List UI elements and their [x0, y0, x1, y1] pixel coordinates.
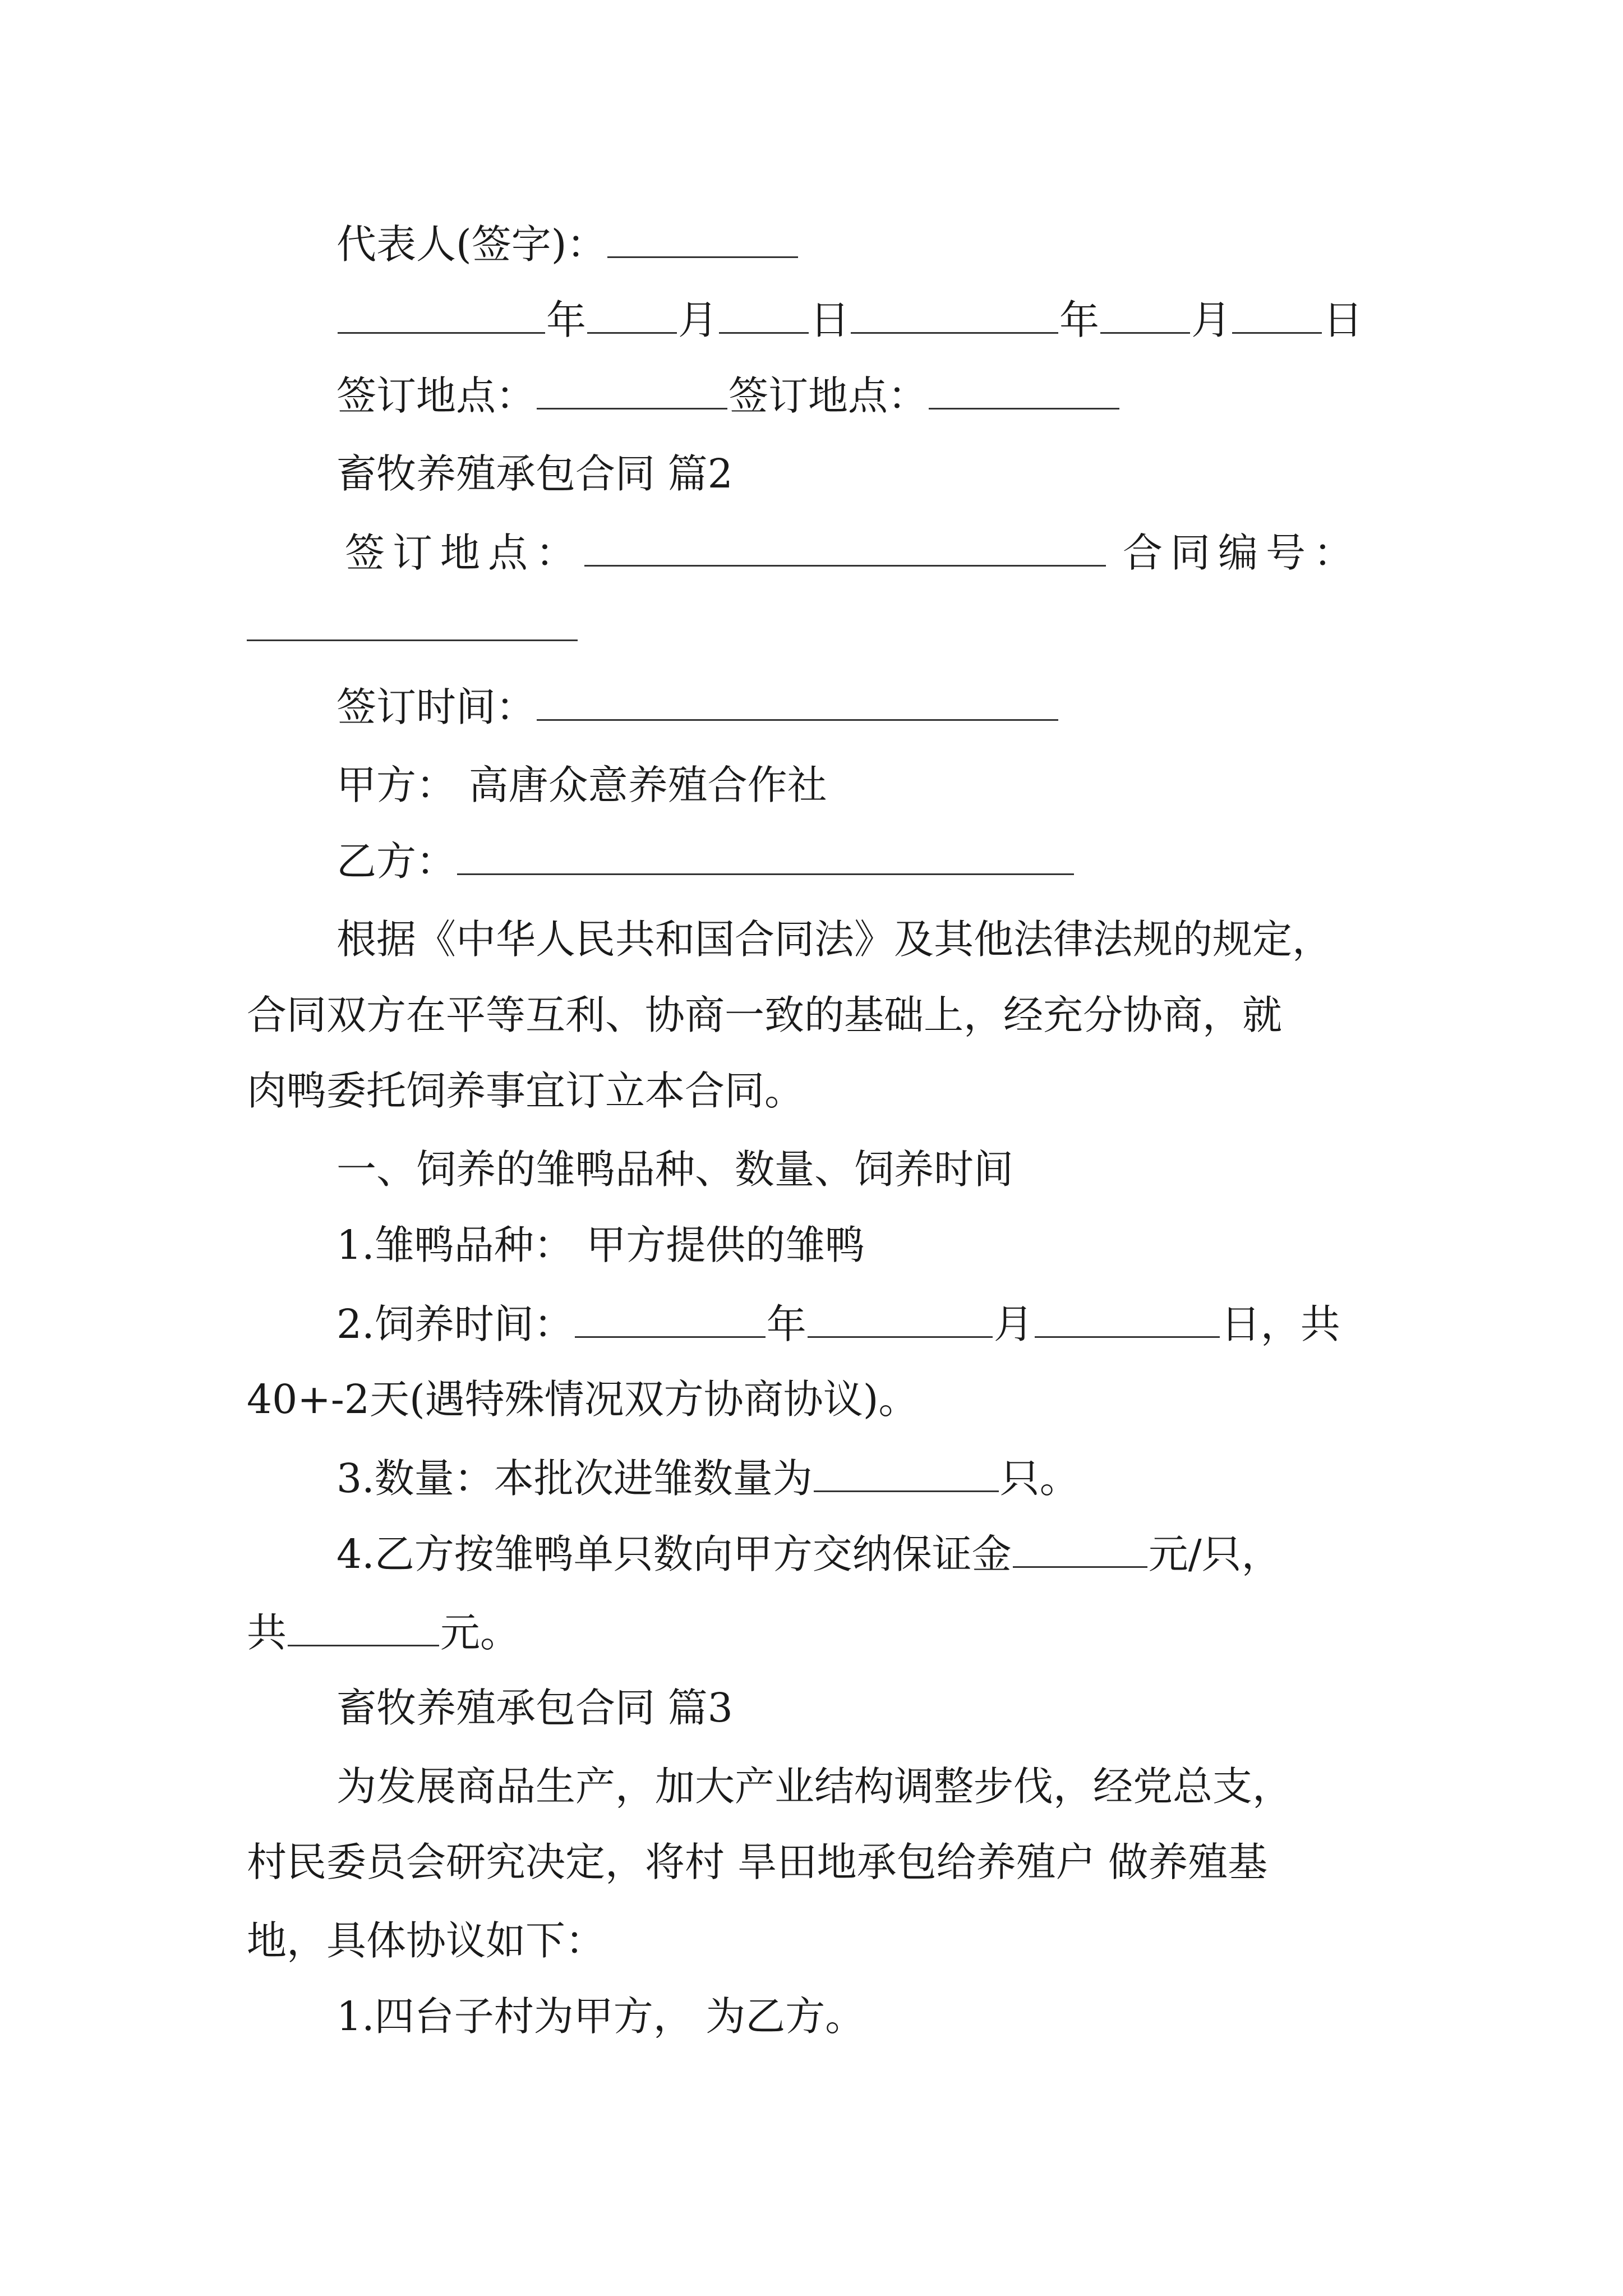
- item-2: [336, 1296, 1340, 1352]
- item-3-prefix: 3.数量：本批次进雏数量为: [336, 1455, 813, 1502]
- item-2-year-label: 年: [766, 1301, 806, 1347]
- contract-place-label: 签订地点：: [345, 530, 584, 576]
- item-2-line-2: 40+-2天(遇特殊情况双方协商协议)。: [247, 1376, 919, 1423]
- paragraph-line: 村民委员会研究决定，将村 旱田地承包给养殖户 做养殖基: [247, 1839, 1268, 1885]
- section-heading-3: 畜牧养殖承包合同 篇3: [336, 1685, 733, 1731]
- month-blank-2: [1100, 292, 1190, 334]
- year-blank-2: [851, 292, 1058, 334]
- item-3: [336, 1450, 1080, 1506]
- item-2-prefix: 2.饲养时间：: [336, 1301, 574, 1347]
- paragraph-line: 为发展商品生产，加大产业结构调整步伐，经党总支，: [336, 1763, 1293, 1810]
- day-label-1: 日: [810, 297, 850, 343]
- item-4-prefix: 4.乙方按雏鸭单只数向甲方交纳保证金: [336, 1531, 1012, 1577]
- signature-blank: [607, 216, 798, 258]
- item-4: [336, 1526, 1281, 1582]
- item-2-day-blank: [1035, 1296, 1220, 1338]
- section-title-1: 一、饲养的雏鸭品种、数量、饲养时间: [336, 1146, 1014, 1193]
- signing-place-blank-b: [929, 367, 1119, 409]
- item-3-suffix: 只。: [999, 1455, 1080, 1502]
- signing-place-blank-a: [537, 367, 727, 409]
- place-contract-row: [345, 524, 1361, 581]
- section-heading-2: 畜牧养殖承包合同 篇2: [336, 450, 733, 497]
- paragraph-line: 肉鸭委托饲养事宜订立本合同。: [247, 1068, 805, 1114]
- paragraph-line: 地，具体协议如下：: [247, 1917, 606, 1964]
- month-label-2: 月: [1191, 297, 1232, 343]
- item-3-1: 1.四台子村为甲方， 为乙方。: [336, 1993, 865, 2040]
- item-4-line2-suffix: 元。: [440, 1609, 520, 1656]
- item-4-deposit-blank: [1013, 1526, 1147, 1568]
- item-4-total-blank: [288, 1604, 439, 1646]
- item-1: 1.雏鸭品种： 甲方提供的雏鸭: [336, 1222, 865, 1268]
- item-4-line-2: [247, 1604, 520, 1660]
- year-label-2: 年: [1059, 297, 1100, 343]
- representative-signature-line: [336, 216, 799, 272]
- month-label-1: 月: [678, 297, 718, 343]
- signing-place-label-b: 签订地点：: [728, 372, 928, 419]
- day-blank-2: [1232, 292, 1322, 334]
- signing-time-row: [336, 679, 1059, 735]
- party-b-row: [336, 833, 1075, 889]
- party-b-blank: [457, 833, 1074, 875]
- signing-time-blank: [537, 679, 1058, 721]
- contract-number-label: 合同编号：: [1123, 530, 1362, 576]
- signing-time-label: 签订时间：: [336, 684, 536, 730]
- signing-place-label-a: 签订地点：: [336, 372, 536, 419]
- day-blank-1: [719, 292, 809, 334]
- item-2-month-blank: [808, 1296, 993, 1338]
- month-blank-1: [587, 292, 677, 334]
- year-label-1: 年: [546, 297, 587, 343]
- party-a-row: 甲方： 高唐众意养殖合作社: [336, 762, 827, 808]
- paragraph-line: 根据《中华人民共和国合同法》及其他法律法规的规定，: [336, 916, 1332, 963]
- paragraph-line: 合同双方在平等互利、协商一致的基础上，经充分协商，就: [247, 992, 1283, 1038]
- contract-number-blank: [247, 639, 578, 641]
- date-row: [336, 292, 1363, 348]
- item-4-line2-prefix: 共: [247, 1609, 287, 1656]
- item-4-mid: 元/只，: [1148, 1531, 1281, 1577]
- representative-label: 代表人(签字)：: [336, 221, 607, 268]
- year-blank-1: [338, 292, 545, 334]
- party-b-label: 乙方：: [336, 838, 457, 885]
- signing-place-row: [336, 367, 1121, 424]
- item-2-month-label: 月: [993, 1301, 1034, 1347]
- contract-place-blank: [584, 524, 1106, 567]
- item-3-blank: [814, 1450, 999, 1492]
- day-label-2: 日: [1323, 297, 1363, 343]
- item-2-year-blank: [575, 1296, 766, 1338]
- item-2-day-tail: 日，共: [1220, 1301, 1340, 1347]
